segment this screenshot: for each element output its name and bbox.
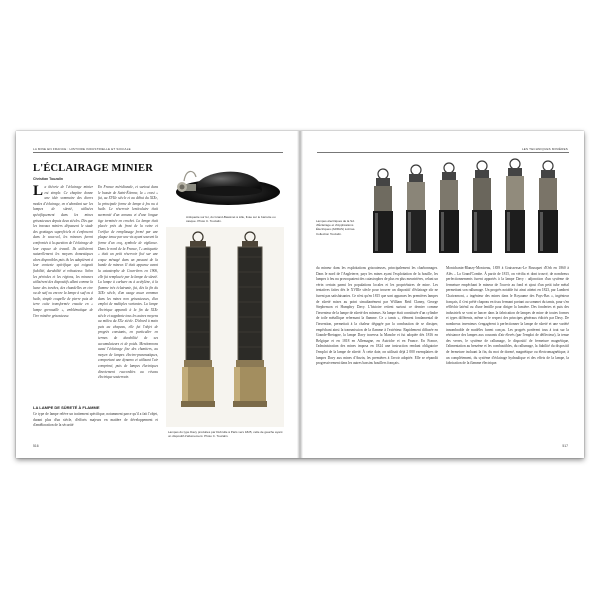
lamp-e	[505, 159, 525, 253]
lamp-d	[472, 161, 492, 253]
running-head-left: LA MINE EN FRANCE : HISTOIRE INDUSTRIELLE ET SOCIALE	[33, 147, 131, 151]
section-subhead: LA LAMPE DE SÛRETÉ À FLAMME	[33, 405, 100, 410]
intro-paragraph: a théorie de l'éclairage minier est simple. Ce chapitre donne une idée sommaire des divers modes d'éclairage, en n'abordant sur les lampes de sûreté, utilisées spécifiquement dans les mines grisouteuses depuis deux siècles. Dès que les travaux miniers dépassent le stade des grattages superficiels et s'enfoncent dans le sous-sol, les mineurs furent confrontés à la question de l'éclairage de leur espace de travail. Ils utilisèrent naturellement les moyens domestiques alors disponibles puis ils les adaptèrent à leur contexte spécifique qui exigeait fiabilité, durabilité et robustesse. Selon les périodes et les régions, les mineurs utilisèrent des dispositifs allant comme la lueur des torches, des chandelles en cire ou de suif ou encore la lampe à suif ou à huile, simple coupelle de pierre puis de terre cuite transformée ensuite en « lampe grenouille », emblématique de l'ère minière grisouteuse.	[33, 185, 93, 318]
helmet-photo	[164, 157, 284, 213]
lamp-1	[181, 232, 215, 407]
electric-lamps-caption: Lampes électriques de la SA d'Éclairage et d'Applications Électriques (ARRAS) à Arras. Collection Touzalin.	[316, 219, 356, 236]
right-page	[301, 131, 584, 458]
electric-lamps-photo	[361, 156, 571, 261]
lamp-b	[406, 165, 426, 253]
lamps-caption: Lampes du type Davy produites par Dubrulle à Paris vers 1825, celle de gauche ayant un dispositif d'allumement. Photo C. Touzalin.	[168, 430, 283, 439]
brass-lamps-photo	[166, 227, 284, 427]
body-column-2: En France méridionale, et surtout dans le bassin de Saint-Étienne, la « crasi » fut, au XVIIe siècle et au début du XIXe, la principale forme de lampe à feu nu à huile. Le réservoir lenticulaire était surmonté d'un anneau et d'une longue tige terminée en crochet. La lampe était placée près du front de la veine et l'orifice de remplissage fermé par une plaque tenue par une vis ayant souvent la forme d'un coq, symbole de vigilance. Dans le nord de la France, l'« antiquette » était un petit réservoir fixé sur une coque ménagé dans un passant de la bande de mineur. Il était apparue avant la catastrophe de Courrières en 1906, elle fut remplacée par la lampe de sûreté. La lampe à carbure ou à acétylène, à la flamme très éclairante, fut, dès la fin du XIXe siècle, d'un usage assez commun dans les mines non grisouteuses, d'un emploi de multiples variantes. La lampe électrique apparaît à la fin du XIXe siècle et supplante tous les autres moyens au milieu du XXe siècle. D'abord à main puis au chapeau, elle fut l'objet de progrès constants, en particulier en termes de durabilité de ses accumulateurs et de poids. Mentionnons aussi l'éclairage fixe des chantiers, au moyen de lampes électro-pneumatiques, comportant une dynamo et utilisant l'air comprimé, puis de lampes électriques directement raccordées au réseau électrique souterrain.	[98, 185, 158, 380]
body-column-3: du mineur dans les exploitations grisouteuses, principalement les charbonnages. Dans le nord de l'Angleterre, pays les mines ayant l'exploitation de la houille, les lampes à feu nu provoquaient des catastrophes de plus en plus meurtrières, celant un vérin certain parmi les populations locales et les propriétaires de mine. Les tentatives faites dès le XVIIIe siècle pour trouver un dispositif d'éclairage sûr ne furent pas satisfaisantes. Ce n'est qu'en 1815 que sont apparues les premières lampes de sûreté mises au point simultanément par William Reid Clanny, George Stephenson et Humphry Davy. L'histoire retient surtout ce dernier comme l'inventeur de la lampe de sûreté des mineurs. Sa lampe était constituée d'un cylindre de toile métallique refermant la flamme. Ce « tamis », élément fondamental de l'invention, permettait à la chaleur dégagée par la combustion de se dissiper, empêchant ainsi la transmission de la flamme à l'extérieur. Rapidement diffusée en Grande-Bretagne, la lampe Davy traversa la Manche et fut adoptée dès 1816 en Belgique et en 1818 en Allemagne, en Autriche et en France. En France, l'administration des mines imposa en 1824 une instruction rendant obligatoire l'emploi de la lampe de sûreté. À cette date, on utilisait déjà 2 000 exemplaires de lampes Davy aux mines d'Anzin, les premières à l'avoir adoptée. Elle se répandit progressivement dans les autres bassins houillers français.	[316, 266, 438, 366]
body-column-4: Montchanin-Blanzy-Montceau, 1839 à Graissessac-Le Bousquet d'Orb en 1860 à Alès – La Grand'Combe. À partir de 1815, on vérifia et dont trouvé, de nombreux perfectionnements furent apportés à la lampe Davy : adjonction d'un système de fermeture empêchant le mineur de l'ouvrir au fond et ajout d'un petit tube métal permettant son rallumage. Un progrès notable fut ainsi atteint en 1823, par Lambert Chaivarnont, « ingénieur des mines dans le Royaume des Pays-Bas », ingénieur français, il s'est prêté chapeau en tissu fermant portant au sommet du tamis, pour s'en réfléchir latéral ou d'une lentille pour diriger la lumière. Des fonderies et puis des industriels se vont se lancer dans la fabrication de lampes de mine de toutes formes et types différents, même si le respect des principes généraux édictés par Davy. De nombreux inventeurs s'engagèrent à perfectionner la lampe de sûreté et une variété innombrable de modèles furent conçus. Les progrès portèrent tous à tout sur la résistance des lampes aux courants d'air élevés (par l'emploi de déflecteur), la tenue des verres, le système de rallumage, le dispositif de fermeture magnétique, l'alimentation au benzène et les combustibles, du rallumage, la fiabilité du dispositif de fermeture incluant la fin, du mot de dormé, magnétique ou électromagnétique, à un complétement, du système d'éclairage hydraulique et des effets de la lampe, la fabrication de la flamme électrique.	[446, 266, 569, 366]
byline: Christian Touzalin	[33, 177, 64, 181]
lamp-a	[373, 169, 393, 253]
book-spread	[16, 131, 584, 458]
lamp-f	[538, 161, 558, 253]
drop-cap: L	[33, 183, 44, 199]
left-page	[16, 131, 299, 458]
header-rule-right	[317, 152, 569, 153]
subsection-text: Ce type de lampe relève un traitement spécifique, notamment parce qu'il a fait l'objet, durant plus d'un siècle, d'efforts majeurs en matière de développement et d'amélioration de la sécurité	[33, 412, 158, 428]
page-number-left: 516	[33, 444, 39, 448]
header-rule-left	[33, 152, 283, 153]
lamp-c	[439, 163, 459, 253]
running-head-right: LES TECHNIQUES MINIÈRES	[521, 147, 568, 151]
chapter-title: L'ÉCLAIRAGE MINIER	[33, 163, 153, 174]
lamp-2	[233, 232, 267, 407]
helmet-caption: Antiquette sur fer, du Grand-Bassinet à Lille, fixée sur le barrette ou casque. Photo C. Touzalin.	[186, 215, 276, 224]
page-number-right: 517	[562, 444, 568, 448]
intro-column	[33, 185, 93, 400]
